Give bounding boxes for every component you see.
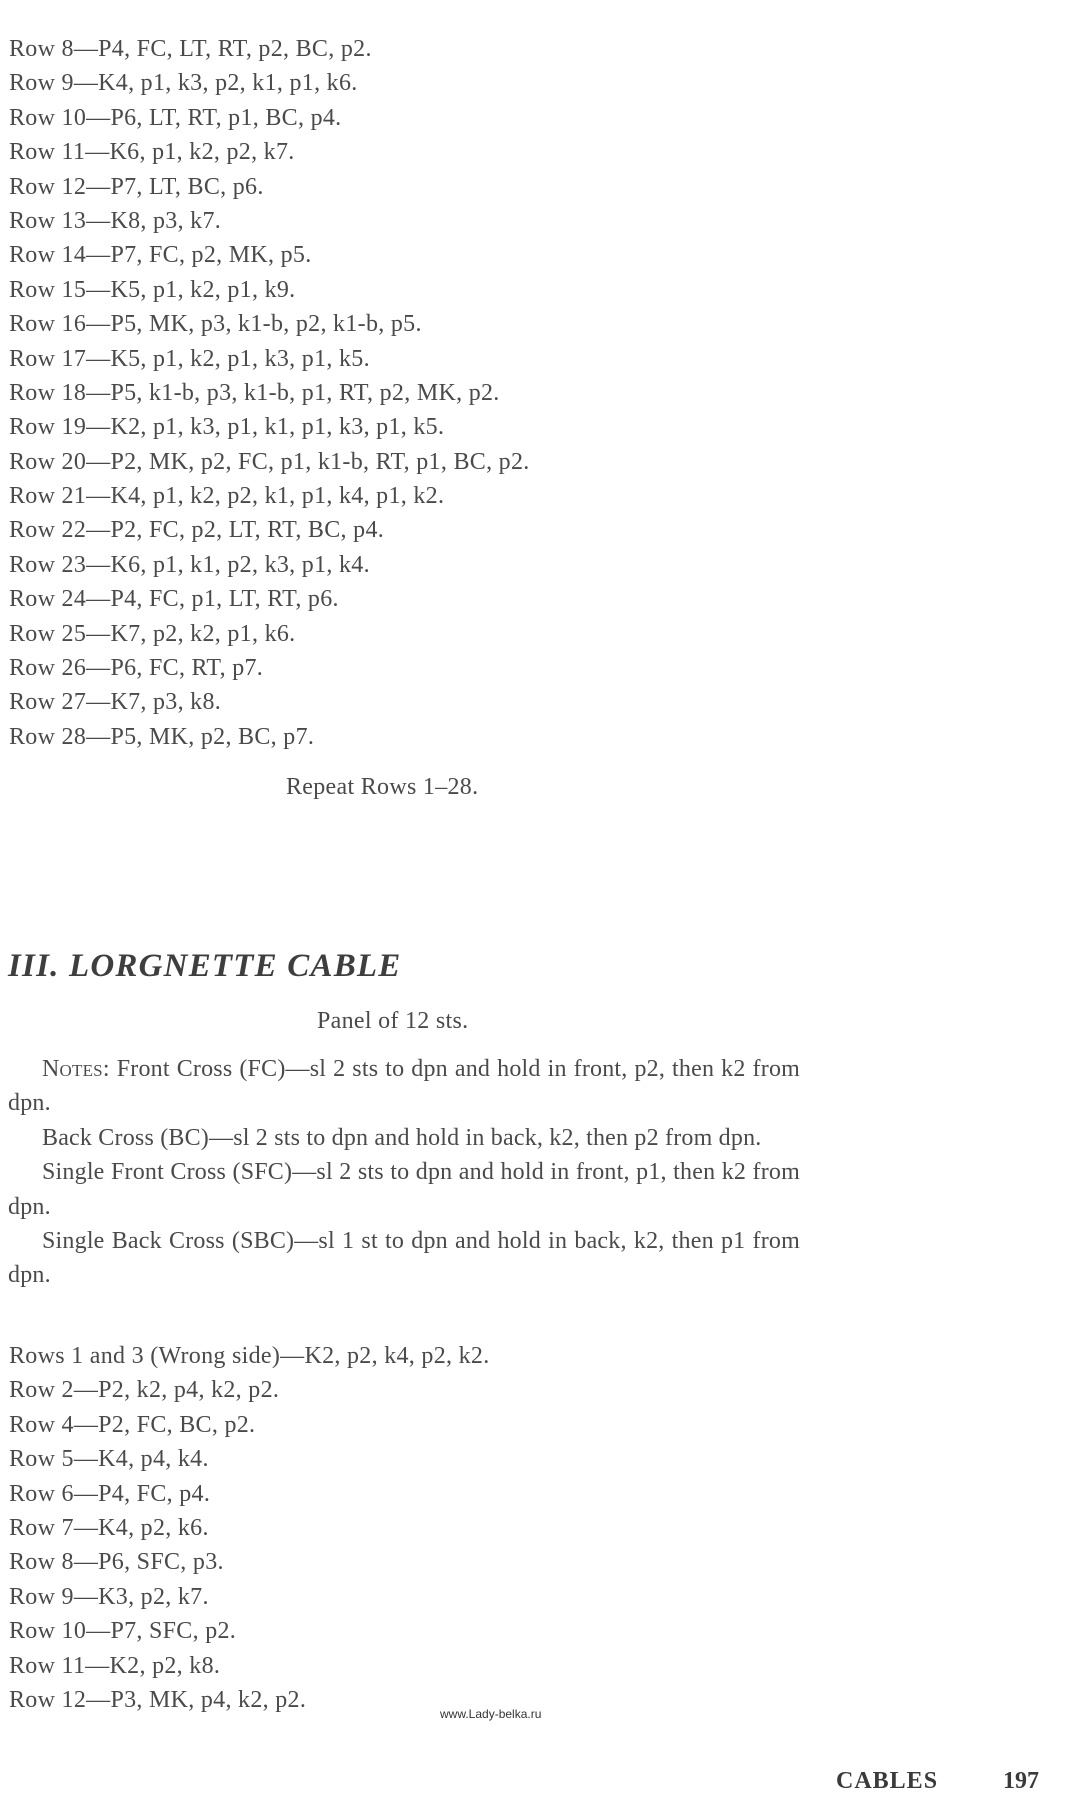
pattern-row: Row 11—K6, p1, k2, p2, k7. xyxy=(9,139,295,166)
pattern-row: Row 15—K5, p1, k2, p1, k9. xyxy=(9,276,296,303)
page-number: 197 xyxy=(1003,1768,1039,1794)
pattern-row: Row 2—P2, k2, p4, k2, p2. xyxy=(9,1377,280,1404)
pattern-row: Row 4—P2, FC, BC, p2. xyxy=(9,1411,256,1438)
pattern-row: Row 6—P4, FC, p4. xyxy=(9,1480,211,1507)
pattern-row: Row 11—K2, p2, k8. xyxy=(9,1652,221,1679)
pattern-row: Row 17—K5, p1, k2, p1, k3, p1, k5. xyxy=(9,345,370,372)
pattern-row: Row 9—K4, p1, k3, p2, k1, p1, k6. xyxy=(9,70,358,97)
pattern-row: Row 14—P7, FC, p2, MK, p5. xyxy=(9,242,312,269)
pattern-row: Row 27—K7, p3, k8. xyxy=(9,689,222,716)
panel-size: Panel of 12 sts. xyxy=(317,1008,469,1034)
section-title: III. LORGNETTE CABLE xyxy=(8,948,402,984)
pattern-row: Row 21—K4, p1, k2, p2, k1, p1, k4, p1, k2. xyxy=(9,483,445,510)
pattern-row: Row 23—K6, p1, k1, p2, k3, p1, k4. xyxy=(9,551,370,578)
pattern-row: Row 8—P6, SFC, p3. xyxy=(9,1549,224,1576)
note-single-front-cross: Single Front Cross (SFC)—sl 2 sts to dpn and hold in front, p1, then k2 from dpn. xyxy=(8,1159,800,1220)
pattern-row: Row 19—K2, p1, k3, p1, k1, p1, k3, p1, k5. xyxy=(9,414,445,441)
watermark-url: www.Lady-belka.ru xyxy=(440,1707,542,1721)
pattern-row: Row 26—P6, FC, RT, p7. xyxy=(9,655,264,682)
pattern-row: Row 20—P2, MK, p2, FC, p1, k1-b, RT, p1, BC, p2. xyxy=(9,448,530,475)
pattern-row: Row 7—K4, p2, k6. xyxy=(9,1514,209,1541)
lorgnette-pattern-rows xyxy=(9,1339,490,1717)
previous-pattern-rows xyxy=(9,32,530,754)
pattern-row: Row 9—K3, p2, k7. xyxy=(9,1583,209,1610)
pattern-row: Row 8—P4, FC, LT, RT, p2, BC, p2. xyxy=(9,36,372,62)
pattern-row: Row 18—P5, k1-b, p3, k1-b, p1, RT, p2, MK, p2. xyxy=(9,379,500,406)
pattern-row: Row 12—P7, LT, BC, p6. xyxy=(9,173,264,200)
note-front-cross: Notes: Front Cross (FC)—sl 2 sts to dpn and hold in front, p2, then k2 from dpn. xyxy=(8,1056,801,1117)
stitch-notes xyxy=(8,1052,800,1293)
pattern-row: Row 10—P7, SFC, p2. xyxy=(9,1618,237,1645)
notes-label: Notes: xyxy=(42,1056,110,1082)
pattern-row: Row 24—P4, FC, p1, LT, RT, p6. xyxy=(9,586,339,613)
pattern-row: Row 16—P5, MK, p3, k1-b, p2, k1-b, p5. xyxy=(9,311,422,338)
pattern-row: Row 22—P2, FC, p2, LT, RT, BC, p4. xyxy=(9,517,385,544)
note-single-back-cross: Single Back Cross (SBC)—sl 1 st to dpn and hold in back, k2, then p1 from dpn. xyxy=(8,1228,800,1289)
pattern-row: Row 28—P5, MK, p2, BC, p7. xyxy=(9,723,315,750)
pattern-row: Row 25—K7, p2, k2, p1, k6. xyxy=(9,620,296,647)
pattern-row: Row 10—P6, LT, RT, p1, BC, p4. xyxy=(9,104,342,131)
repeat-instruction: Repeat Rows 1–28. xyxy=(286,774,479,800)
note-back-cross: Back Cross (BC)—sl 2 sts to dpn and hold in back, k2, then p2 from dpn. xyxy=(42,1124,762,1151)
pattern-row: Rows 1 and 3 (Wrong side)—K2, p2, k4, p2, k2. xyxy=(9,1343,490,1369)
pattern-row: Row 12—P3, MK, p4, k2, p2. xyxy=(9,1686,307,1713)
pattern-row: Row 5—K4, p4, k4. xyxy=(9,1446,209,1473)
pattern-row: Row 13—K8, p3, k7. xyxy=(9,207,222,234)
running-footer-section: CABLES xyxy=(836,1768,939,1794)
